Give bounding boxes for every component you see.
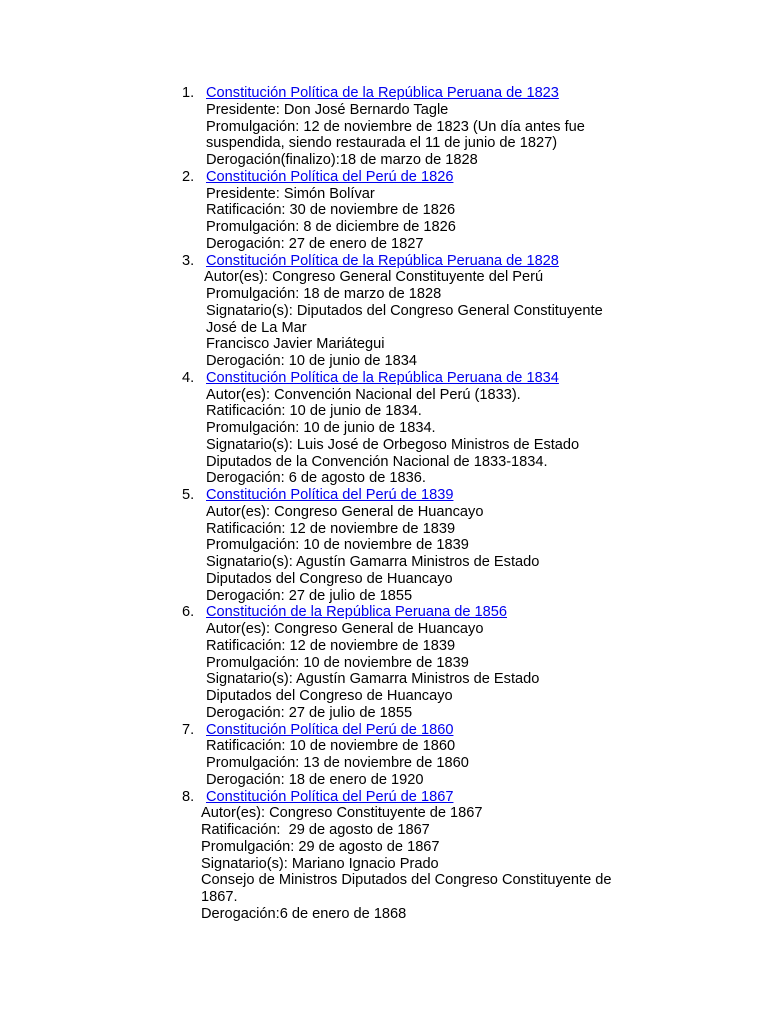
list-item [180, 487, 660, 604]
detail-line: Promulgación: 18 de marzo de 1828 [206, 286, 442, 302]
item-number: 5. [182, 487, 195, 503]
detail-line: Diputados del Congreso de Huancayo [206, 570, 453, 587]
detail-line: Autor(es): Congreso General de Huancayo [206, 621, 484, 637]
detail-line: Promulgación: 13 de noviembre de 1860 [206, 755, 469, 771]
detail-line: Diputados de la Convención Nacional de 1833-1834. [206, 453, 548, 470]
list-item [180, 169, 660, 253]
constitution-link[interactable]: Constitución Política del Perú de 1860 [206, 721, 454, 738]
constitution-link[interactable]: Constitución de la República Peruana de 1856 [206, 604, 508, 621]
item-number: 2. [182, 168, 195, 185]
detail-line: Derogación: 18 de enero de 1920 [206, 771, 424, 788]
detail-line: Promulgación: 10 de noviembre de 1839 [206, 654, 469, 671]
detail-line: Derogación: 27 de enero de 1827 [206, 235, 424, 252]
detail-line: Signatario(s): Diputados del Congreso General Constituyente [206, 302, 603, 319]
detail-line: Derogación: 10 de junio de 1834 [206, 353, 417, 369]
detail-line: Ratificación: 10 de noviembre de 1860 [206, 738, 456, 755]
constitution-link[interactable]: Constitución Política de la República Peruana de 1823 [206, 85, 559, 101]
detail-line: Presidente: Don José Bernardo Tagle [206, 101, 449, 118]
item-number: 4. [182, 369, 195, 386]
constitution-link[interactable]: Constitución Política del Perú de 1826 [206, 168, 454, 185]
detail-line: Promulgación: 29 de agosto de 1867 [201, 838, 440, 855]
detail-line: Ratificación: 10 de junio de 1834. [206, 403, 422, 420]
detail-line: Derogación:6 de enero de 1868 [201, 905, 407, 922]
constitution-link[interactable]: Constitución Política del Perú de 1867 [206, 788, 454, 805]
item-number: 3. [182, 252, 195, 269]
constitution-link[interactable]: Constitución Política del Perú de 1839 [206, 487, 454, 503]
detail-line: Consejo de Ministros Diputados del Congreso Constituyente de [201, 872, 612, 889]
item-number: 6. [182, 604, 195, 621]
detail-line: José de La Mar [206, 319, 307, 336]
detail-line: Derogación: 6 de agosto de 1836. [206, 470, 426, 487]
constitution-list [180, 85, 660, 923]
item-number: 8. [182, 788, 195, 805]
detail-line: Promulgación: 10 de noviembre de 1839 [206, 537, 469, 554]
detail-line: suspendida, siendo restaurada el 11 de junio de 1827) [206, 135, 558, 152]
detail-line: Signatario(s): Luis José de Orbegoso Ministros de Estado [206, 436, 580, 453]
detail-line: Autor(es): Congreso Constituyente de 1867 [201, 805, 483, 822]
detail-line: Ratificación: 12 de noviembre de 1839 [206, 520, 456, 537]
list-item [180, 789, 660, 923]
item-number: 1. [182, 85, 195, 101]
list-item [180, 722, 660, 789]
detail-line: Ratificación: 30 de noviembre de 1826 [206, 202, 456, 219]
detail-line: Autor(es): Congreso General Constituyente del Perú [204, 269, 544, 286]
detail-line: Autor(es): Congreso General de Huancayo [206, 503, 484, 520]
detail-line: 1867. [201, 889, 238, 905]
detail-line: Francisco Javier Mariátegui [206, 336, 385, 353]
list-item [180, 604, 660, 721]
detail-line: Derogación: 27 de julio de 1855 [206, 704, 413, 721]
detail-line: Promulgación: 8 de diciembre de 1826 [206, 219, 456, 235]
detail-line: Derogación(finalizo):18 de marzo de 1828 [206, 152, 478, 168]
detail-line: Signatario(s): Agustín Gamarra Ministros de Estado [206, 554, 540, 570]
list-item [180, 85, 660, 169]
detail-line: Ratificación: 12 de noviembre de 1839 [206, 637, 456, 654]
list-item [180, 370, 660, 487]
detail-line: Promulgación: 12 de noviembre de 1823 (Un día antes fue [206, 118, 585, 135]
detail-line: Ratificación: 29 de agosto de 1867 [201, 822, 430, 838]
detail-line: Signatario(s): Agustín Gamarra Ministros de Estado [206, 671, 540, 688]
constitution-link[interactable]: Constitución Política de la República Peruana de 1834 [206, 369, 559, 386]
detail-line: Derogación: 27 de julio de 1855 [206, 587, 413, 604]
detail-line: Presidente: Simón Bolívar [206, 185, 375, 202]
constitution-link[interactable]: Constitución Política de la República Peruana de 1828 [206, 252, 559, 269]
detail-line: Signatario(s): Mariano Ignacio Prado [201, 855, 439, 872]
list-item [180, 253, 660, 370]
item-number: 7. [182, 721, 195, 738]
detail-line: Diputados del Congreso de Huancayo [206, 688, 453, 704]
detail-line: Autor(es): Convención Nacional del Perú (1833). [206, 386, 521, 403]
detail-line: Promulgación: 10 de junio de 1834. [206, 420, 436, 436]
